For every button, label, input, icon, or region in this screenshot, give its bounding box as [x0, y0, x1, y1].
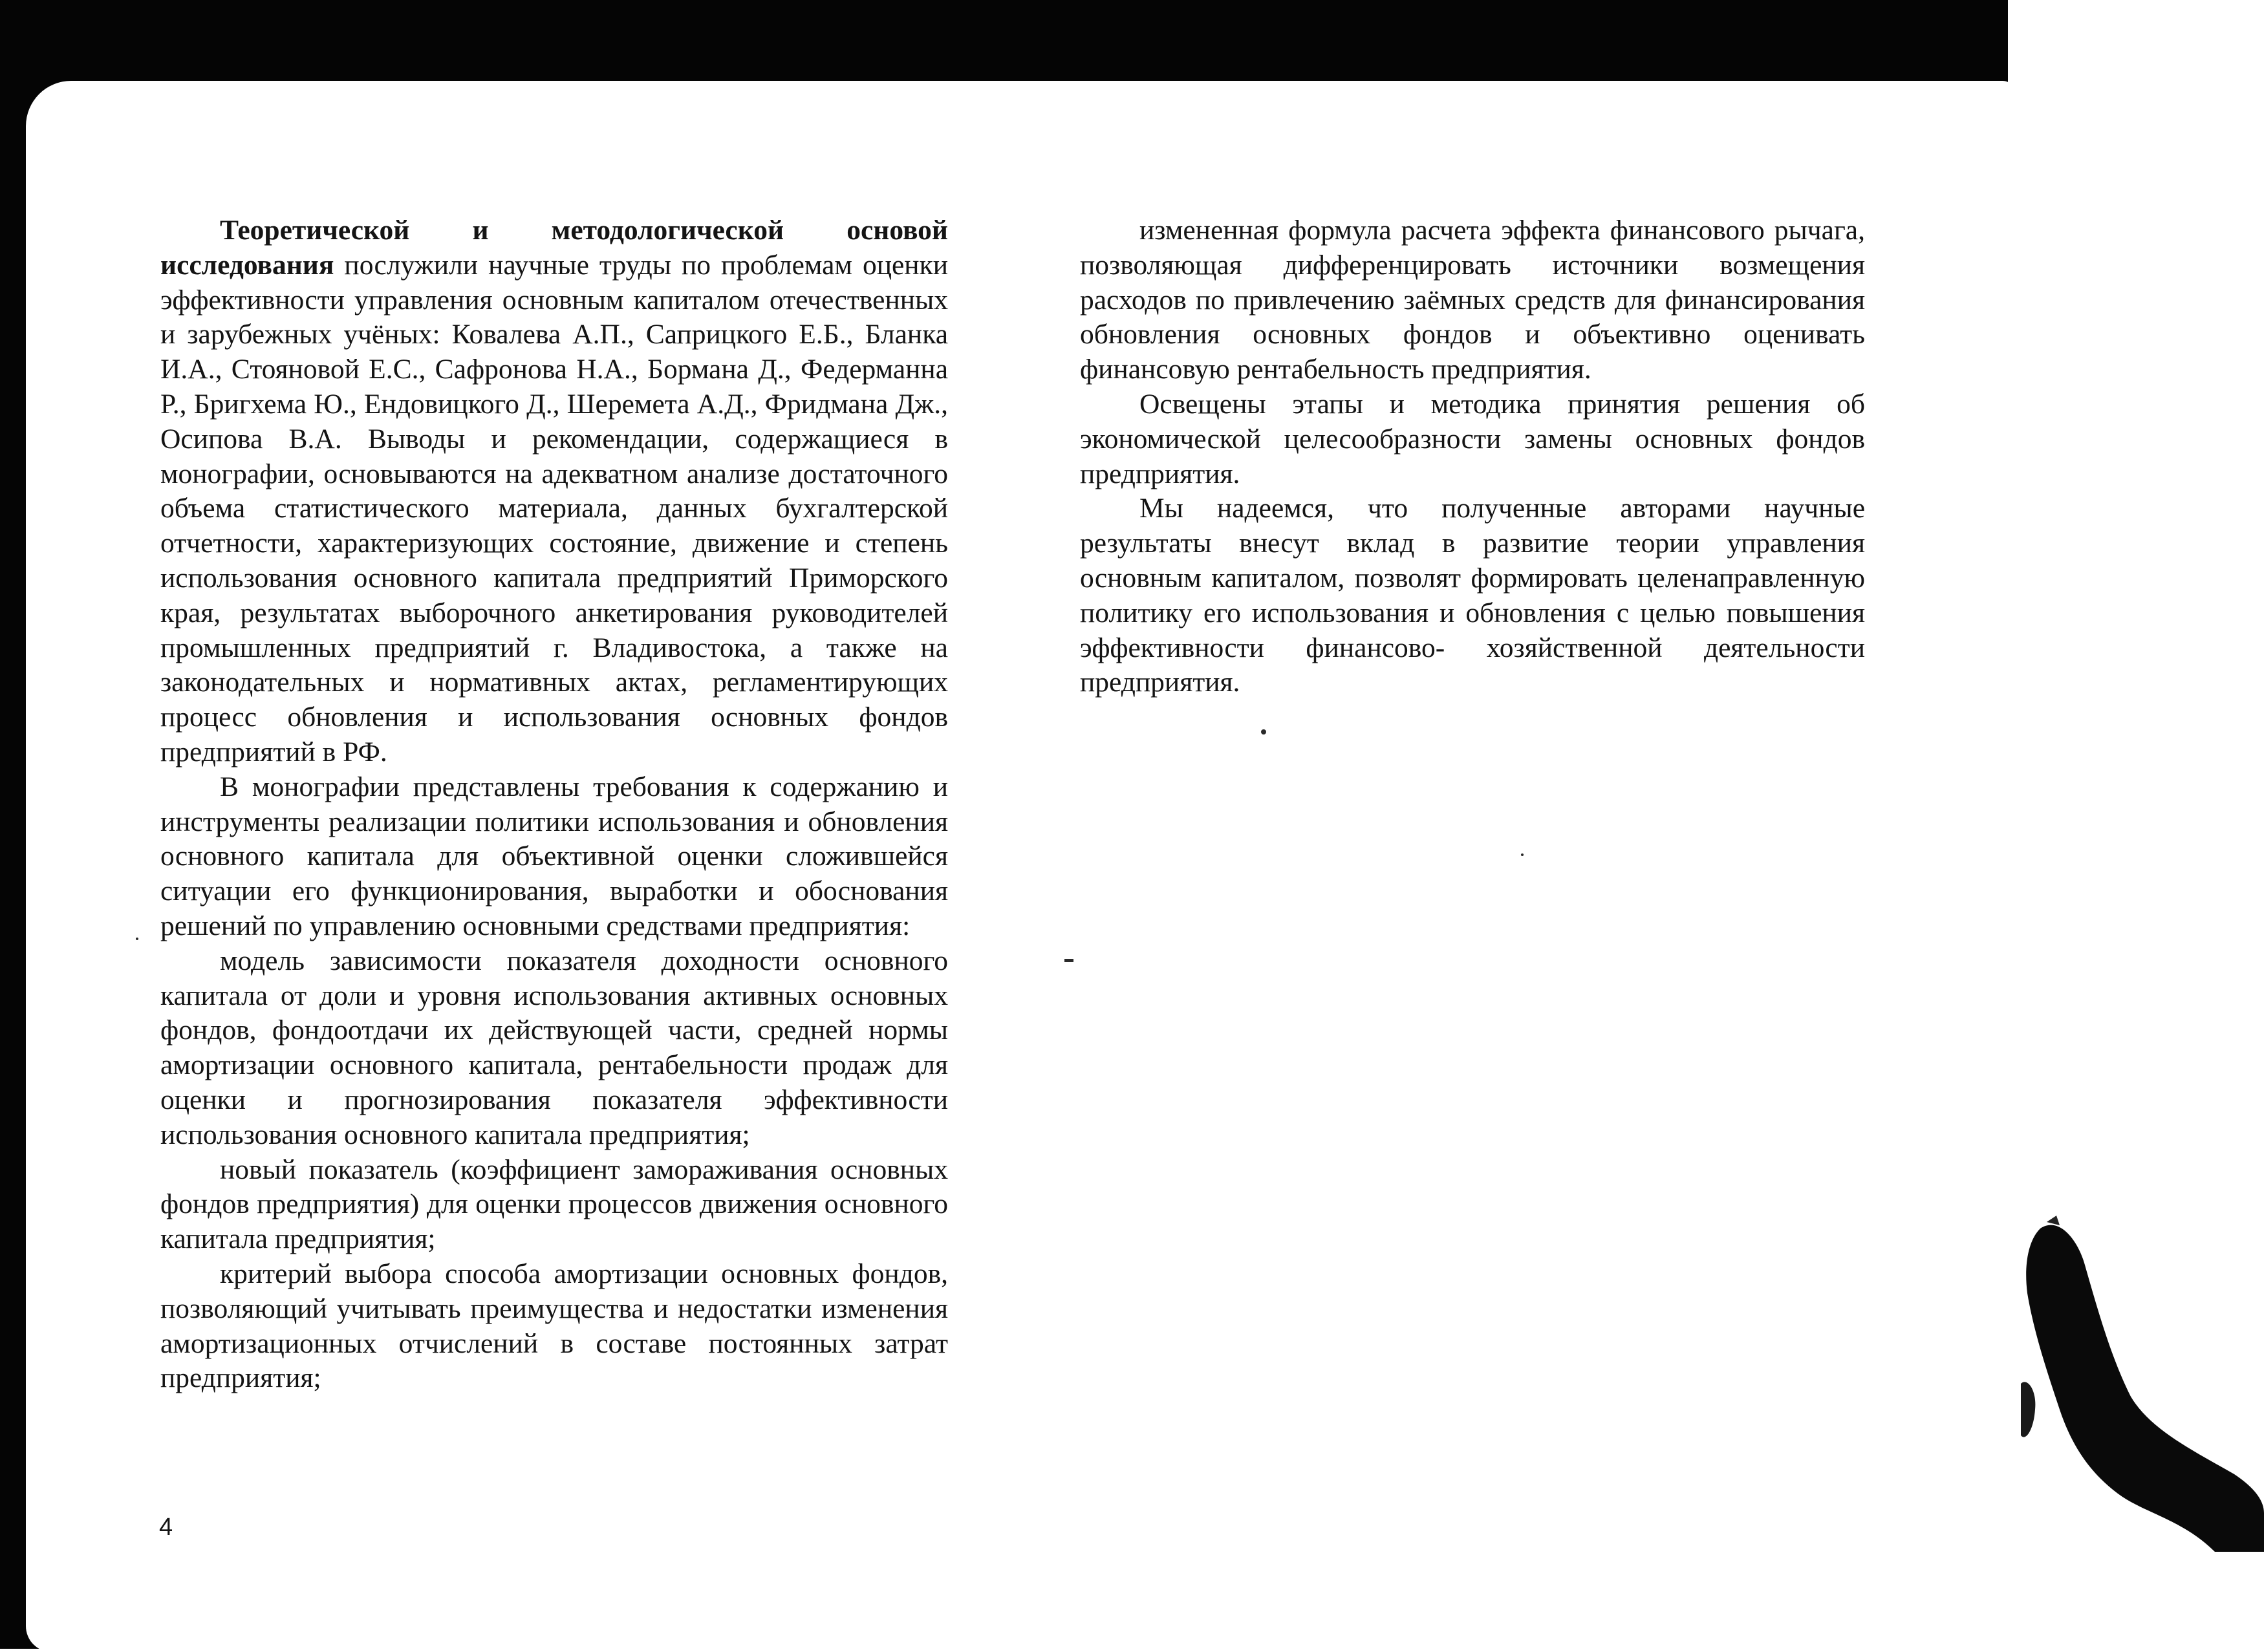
page-number: 4: [159, 1514, 173, 1541]
scan-speck: [1521, 853, 1524, 856]
paragraph-list-item-criterion: критерий выбора способа амортизации основных фондов, позволяющий учитывать преимущества и недостатки изменения амортизационных отчислений в составе постоянных затрат предприятия;: [160, 1258, 948, 1394]
scanner-shadow-top: [0, 0, 2005, 91]
paragraph-list-item-model: модель зависимости показателя доходности основного капитала от доли и уровня использования активных основных фондов, фондоотдачи их действующей части, средней нормы амортизации основного капитала, рентабельности продаж для оценки и прогнозирования показателя эффективности использования основного капитала предприятия;: [160, 945, 948, 1150]
scan-speck: [1261, 729, 1266, 735]
scan-speck: [136, 938, 138, 940]
paragraph-conclusion: Мы надеемся, что полученные авторами научные результаты внесут вклад в развитие теории управления основным капиталом, позволят формировать целенаправленную политику его использования и обновления с целью повышения эффективности финансово- хозяйственной деятельности предприятия.: [1080, 493, 1865, 698]
paragraph-list-item-indicator: новый показатель (коэффициент замораживания основных фондов предприятия) для оценки процессов движения основного капитала предприятия;: [160, 1153, 948, 1255]
paragraph-lead-bold: Теоретической и методологической основой исследования: [160, 215, 948, 281]
scan-smudge: [2021, 1216, 2264, 1552]
right-column: [1080, 213, 1865, 700]
paragraph-decision-stages: Освещены этапы и методика принятия решения об экономической целесообразности замены основных фондов предприятия.: [1080, 388, 1865, 489]
paragraph-monograph-requirements: В монографии представлены требования к содержанию и инструменты реализации политики использования и обновления основного капитала для объективной оценки сложившейся ситуации его функционирования, выработки и обоснования решений по управлению основными средствами предприятия:: [160, 771, 948, 941]
paragraph-list-item-formula: измененная формула расчета эффекта финансового рычага, позволяющая дифференцировать источники возмещения расходов по привлечению заёмных средств для финансирования обновления основных фондов и объективно оценивать финансовую рентабельность предприятия.: [1080, 215, 1865, 385]
paragraph-research-basis: [160, 213, 948, 770]
paragraph-text: послужили научные труды по проблемам оценки эффективности управления основным капиталом отечественных и зарубежных учёных: Ковалева А.П., Саприцкого Е.Б., Бланка И.А., Стояновой Е.С., Сафронова Н.А., Бормана Д., Федерманна Р., Бригхема Ю., Ендовицкого Д., Шеремета А.Д., Фридмана Дж., Осипова В.А. Выводы и рекомендации, содержащиеся в монографии, основываются на адекватном анализе достаточного объема статистического материала, данных бухгалтерской отчетности, характеризующих состояние, движение и степень использования основного капитала предприятий Приморского края, результатах выборочного анкетирования руководителей промышленных предприятий г. Владивостока, а также на законодательных и нормативных актах, регламентирующих процесс обновления и использования основных фондов предприятий в РФ.: [160, 249, 948, 767]
scan-speck: [1064, 959, 1073, 962]
left-column: [160, 213, 948, 1396]
